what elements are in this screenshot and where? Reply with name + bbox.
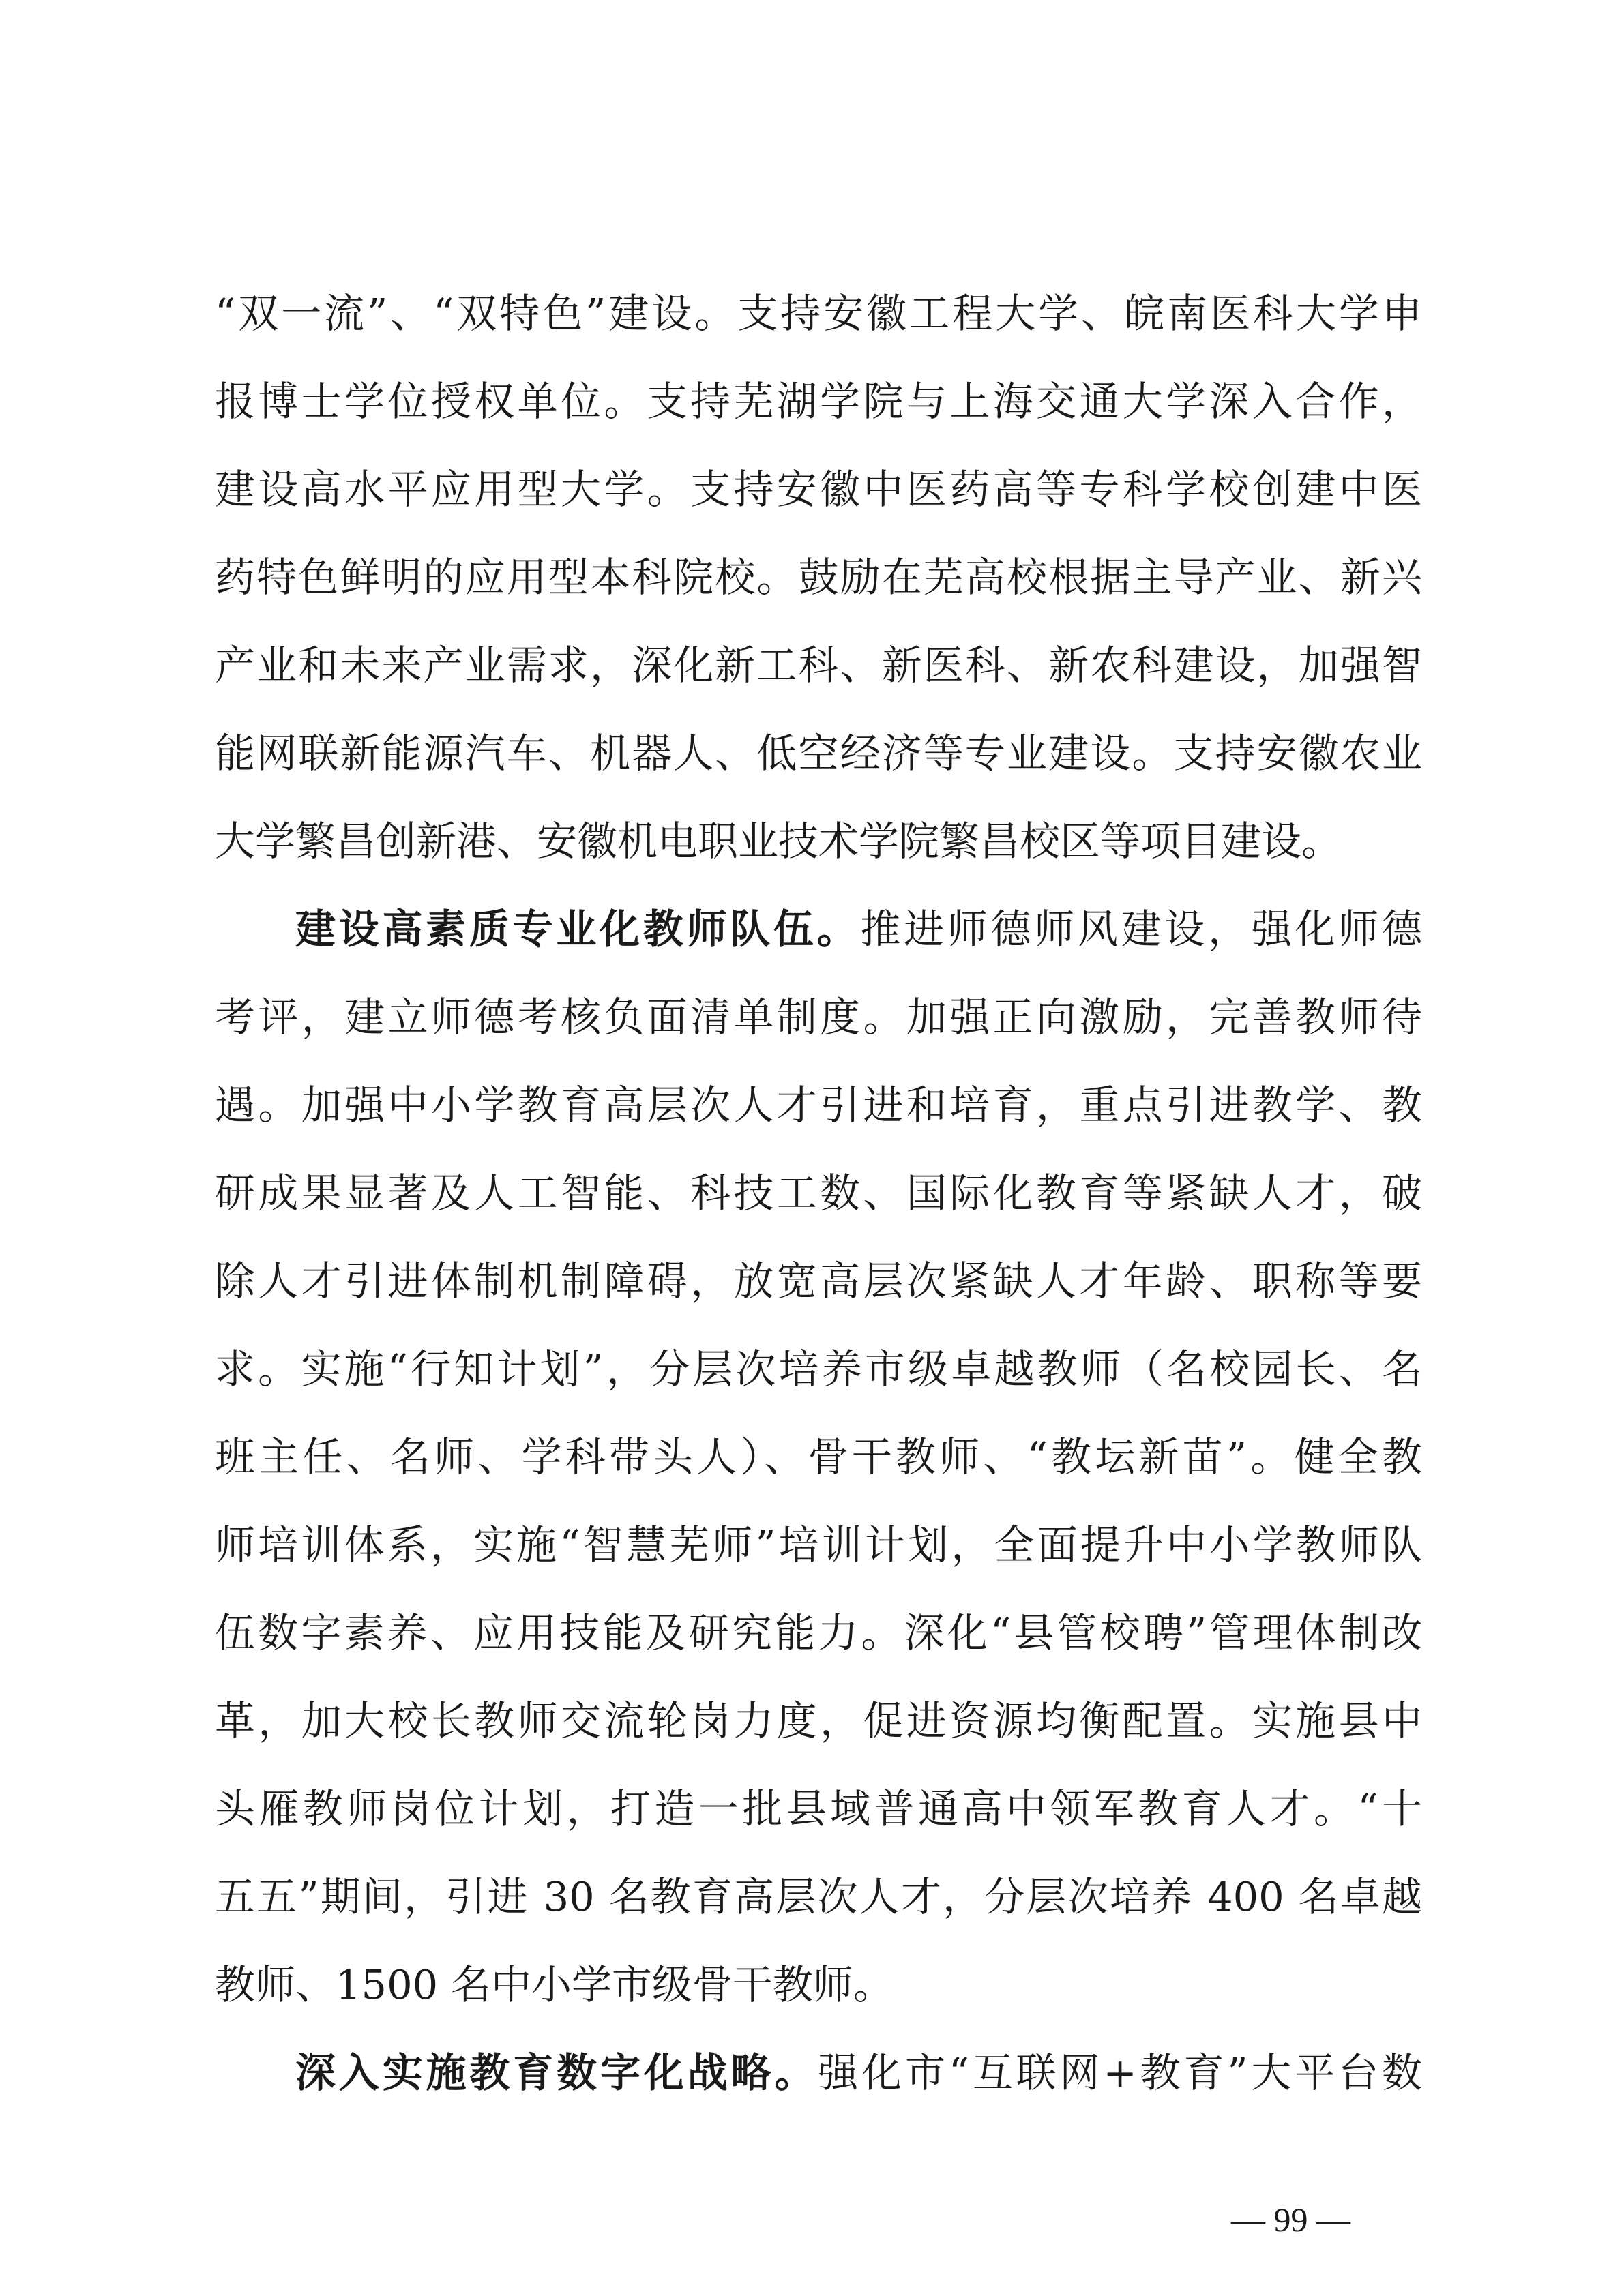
paragraph-heading: 深入实施教育数字化战略。 [295, 2049, 818, 2096]
text-line: 遇。加强中小学教育高层次人才引进和培育，重点引进教学、教 [215, 1082, 1422, 1129]
text-line [215, 885, 1422, 973]
text-line: 产业和未来产业需求，深化新工科、新医科、新农科建设，加强智 [215, 642, 1422, 689]
text-line: 头雁教师岗位计划，打造一批县域普通高中领军教育人才。“十 [215, 1785, 1422, 1832]
text-line: “双一流”、“双特色”建设。支持安徽工程大学、皖南医科大学申 [215, 290, 1422, 337]
paragraph-text: 强化市“互联网+教育”大平台数 [818, 2049, 1422, 2096]
paragraph-digitalization [215, 2029, 1422, 2117]
text-line: 建设高水平应用型大学。支持安徽中医药高等专科学校创建中医 [215, 466, 1422, 513]
text-line: 五五”期间，引进 30 名教育高层次人才，分层次培养 400 名卓越 [215, 1873, 1422, 1920]
page-number: — 99 — [1231, 2201, 1350, 2239]
text-line: 教师、1500 名中小学市级骨干教师。 [215, 1961, 894, 2008]
text-line: 革，加大校长教师交流轮岗力度，促进资源均衡配置。实施县中 [215, 1697, 1422, 1744]
document-body [215, 269, 1422, 2117]
text-line: 伍数字素养、应用技能及研究能力。深化“县管校聘”管理体制改 [215, 1609, 1422, 1656]
paragraph-continuation [215, 269, 1422, 885]
text-line: 大学繁昌创新港、安徽机电职业技术学院繁昌校区等项目建设。 [215, 818, 1342, 865]
text-line: 能网联新能源汽车、机器人、低空经济等专业建设。支持安徽农业 [215, 730, 1422, 777]
paragraph-text: 推进师德师风建设，强化师德 [860, 906, 1422, 953]
text-line [215, 2029, 1422, 2117]
text-line: 药特色鲜明的应用型本科院校。鼓励在芜高校根据主导产业、新兴 [215, 554, 1422, 601]
text-line: 报博士学位授权单位。支持芜湖学院与上海交通大学深入合作， [215, 378, 1422, 425]
paragraph-heading: 建设高素质专业化教师队伍。 [295, 906, 861, 953]
text-line: 班主任、名师、学科带头人）、骨干教师、“教坛新苗”。健全教 [215, 1433, 1422, 1480]
text-line: 研成果显著及人工智能、科技工数、国际化教育等紧缺人才，破 [215, 1169, 1422, 1217]
paragraph-teacher-team [215, 885, 1422, 2029]
text-line: 师培训体系，实施“智慧芜师”培训计划，全面提升中小学教师队 [215, 1521, 1422, 1568]
text-line: 考评，建立师德考核负面清单制度。加强正向激励，完善教师待 [215, 994, 1422, 1041]
text-line: 除人才引进体制机制障碍，放宽高层次紧缺人才年龄、职称等要 [215, 1257, 1422, 1304]
text-line: 求。实施“行知计划”，分层次培养市级卓越教师（名校园长、名 [215, 1345, 1422, 1392]
